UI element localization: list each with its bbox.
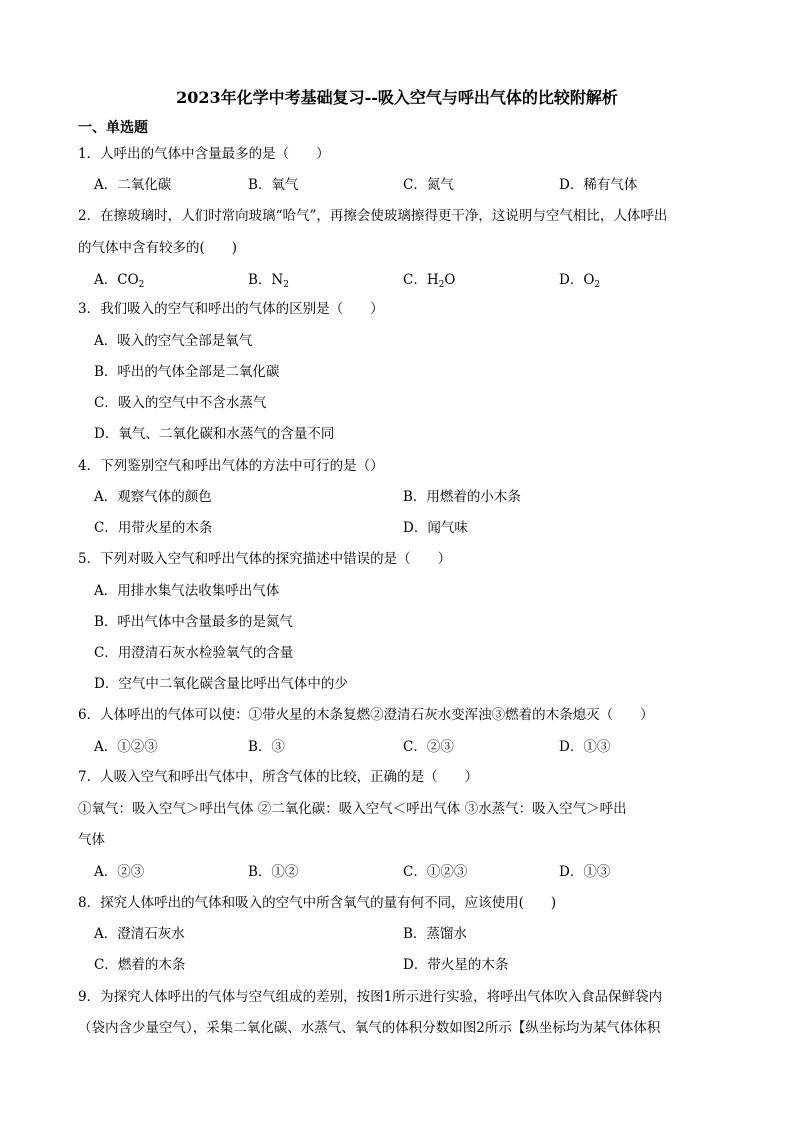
question-7-statements-line-1: ①氧气：吸入空气＞呼出气体 ②二氧化碳：吸入空气＜呼出气体 ③水蒸气：吸入空气＞呼出 <box>78 801 627 817</box>
q5-option-b: B．呼出气体中含量最多的是氮气 <box>94 614 293 630</box>
q4-option-b: B．用燃着的小木条 <box>403 489 521 505</box>
q5-option-d: D．空气中二氧化碳含量比呼出气体中的少 <box>94 676 348 692</box>
q3-option-a: A．吸入的空气全部是氧气 <box>94 333 253 349</box>
q2-option-b-formula: N <box>271 272 284 288</box>
q3-option-d: D．氧气、二氧化碳和水蒸气的含量不同 <box>94 426 335 442</box>
q4-option-d: D．闻气味 <box>403 520 468 536</box>
question-2-stem-line-1: 2．在擦玻璃时，人们时常向玻璃“哈气”，再擦会使玻璃擦得更干净，这说明与空气相比，人体呼出 <box>78 208 668 224</box>
q3-option-c: C．吸入的空气中不含水蒸气 <box>94 395 267 411</box>
q5-option-a: A．用排水集气法收集呼出气体 <box>94 583 280 599</box>
question-6-stem: 6．人体呼出的气体可以使：①带火星的木条复燃②澄清石灰水变浑浊③燃着的木条熄灭（ ） <box>78 707 654 723</box>
document-title: 2023年化学中考基础复习--吸入空气与呼出气体的比较附解析 <box>176 88 618 107</box>
question-8-stem: 8．探究人体呼出的气体和吸入的空气中所含氧气的量有何不同，应该使用( ) <box>78 895 557 911</box>
q2-option-c-formula: H <box>426 272 439 288</box>
q2-option-b-letter: B． <box>248 272 272 288</box>
q2-option-b <box>248 269 289 291</box>
q2-option-d-subscript: 2 <box>594 280 601 290</box>
q1-option-d: D．稀有气体 <box>559 177 638 193</box>
q8-option-b: B．蒸馏水 <box>403 926 467 942</box>
q2-option-c-subscript: 2 <box>438 280 445 290</box>
q2-option-a-formula: CO <box>117 272 139 288</box>
q6-option-c: C．②③ <box>403 739 454 755</box>
q8-option-a: A．澄清石灰水 <box>94 926 185 942</box>
section-heading: 一、单选题 <box>78 120 148 136</box>
q7-option-a: A．②③ <box>94 864 145 880</box>
q7-option-d: D．①③ <box>559 864 611 880</box>
q1-option-a: A．二氧化碳 <box>94 177 172 193</box>
q8-option-c: C．燃着的木条 <box>94 957 186 973</box>
question-7-statements-line-2: 气体 <box>78 832 105 848</box>
q2-option-b-subscript: 2 <box>283 280 289 290</box>
q2-option-a-subscript: 2 <box>138 280 145 290</box>
q3-option-b: B．呼出的气体全部是二氧化碳 <box>94 364 280 380</box>
q8-option-d: D．带火星的木条 <box>403 957 509 973</box>
question-5-stem: 5．下列对吸入空气和呼出气体的探究描述中错误的是（ ） <box>78 551 452 567</box>
q7-option-b: B．①② <box>248 864 299 880</box>
question-2-stem-line-2: 的气体中含有较多的( ) <box>78 240 238 256</box>
q1-option-c: C．氮气 <box>403 177 454 193</box>
q7-option-c: C．①②③ <box>403 864 468 880</box>
q2-option-d-formula: O <box>583 272 595 288</box>
q2-option-d-letter: D． <box>559 272 584 288</box>
question-7-stem: 7．人吸入空气和呼出气体中，所含气体的比较，正确的是（ ） <box>78 769 479 785</box>
q2-option-c-tail: O <box>444 272 456 288</box>
question-4-stem: 4．下列鉴别空气和呼出气体的方法中可行的是（） <box>78 458 384 474</box>
q2-option-d <box>559 269 600 291</box>
question-9-stem-line-2: （袋内含少量空气），采集二氧化碳、水蒸气、氧气的体积分数如图2所示【纵坐标均为某气体体积 <box>78 1020 661 1036</box>
q6-option-b: B．③ <box>248 739 285 755</box>
q2-option-a <box>94 269 144 291</box>
question-1-stem: 1．人呼出的气体中含量最多的是（ ） <box>78 146 330 162</box>
question-9-stem-line-1: 9．为探究人体呼出的气体与空气组成的差别，按图1所示进行实验，将呼出气体吹入食品保鲜袋内 <box>78 989 663 1005</box>
q6-option-d: D．①③ <box>559 739 611 755</box>
q5-option-c: C．用澄清石灰水检验氧气的含量 <box>94 645 294 661</box>
q2-option-c <box>403 269 455 291</box>
q4-option-a: A．观察气体的颜色 <box>94 489 212 505</box>
q2-option-c-letter: C． <box>403 272 427 288</box>
q6-option-a: A．①②③ <box>94 739 158 755</box>
q1-option-b: B．氧气 <box>248 177 299 193</box>
q4-option-c: C．用带火星的木条 <box>94 520 213 536</box>
q2-option-a-letter: A． <box>94 272 118 288</box>
question-3-stem: 3．我们吸入的空气和呼出的气体的区别是（ ） <box>78 301 384 317</box>
